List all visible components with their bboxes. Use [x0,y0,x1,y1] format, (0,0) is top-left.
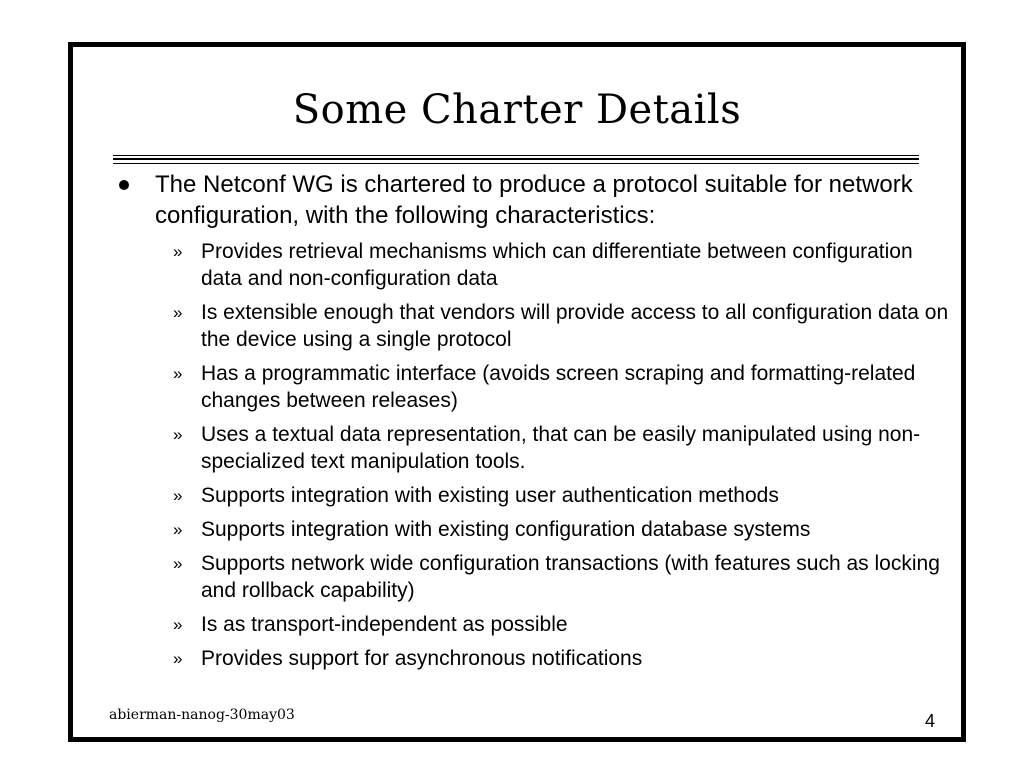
sub-bullet-text: Is extensible enough that vendors will provide access to all configuration data on the device using a single protocol [201,301,949,351]
sub-bullet-text: Has a programmatic interface (avoids screen scraping and formatting-related changes between releases) [201,362,916,412]
chevron-double-right-icon: » [173,649,183,668]
chevron-double-right-icon: » [173,364,183,383]
sub-bullet-item [113,611,953,638]
main-bullet-item [113,169,953,231]
chevron-double-right-icon: » [173,520,183,539]
chevron-double-right-icon: » [173,554,183,573]
divider-line [113,158,919,160]
bullet-dot-icon [119,180,129,190]
divider-line [113,163,919,164]
sub-bullet-item [113,299,953,353]
chevron-double-right-icon: » [173,303,183,322]
sub-bullet-text: Provides retrieval mechanisms which can differentiate between configuration data and non-configuration data [201,240,913,290]
sub-bullet-item [113,550,953,604]
sub-bullet-item [113,421,953,475]
chevron-double-right-icon: » [173,615,183,634]
sub-bullet-item [113,360,953,414]
sub-bullet-item [113,238,953,292]
sub-bullet-item [113,516,953,543]
title-divider [113,155,919,163]
slide-frame [68,42,966,742]
footer-source-label: abierman-nanog-30may03 [109,707,295,723]
sub-bullet-text: Uses a textual data representation, that can be easily manipulated using non-specialized text manipulation tools. [201,423,921,473]
sub-bullet-text: Provides support for asynchronous notifications [201,647,643,670]
sub-bullet-text: Supports integration with existing configuration database systems [201,518,811,541]
slide-title: Some Charter Details [292,87,742,133]
divider-line [113,155,919,156]
characteristics-list [113,238,953,672]
page-number: 4 [924,711,935,731]
chevron-double-right-icon: » [173,486,183,505]
chevron-double-right-icon: » [173,425,183,444]
slide-content [113,169,953,679]
chevron-double-right-icon: » [173,242,183,261]
sub-bullet-text: Is as transport-independent as possible [201,613,568,636]
sub-bullet-item [113,645,953,672]
sub-bullet-text: Supports integration with existing user authentication methods [201,484,779,507]
sub-bullet-text: Supports network wide configuration transactions (with features such as locking and rollback capability) [201,552,940,602]
sub-bullet-item [113,482,953,509]
main-bullet-text: The Netconf WG is chartered to produce a protocol suitable for network configuration, with the following characteristics: [155,171,913,229]
